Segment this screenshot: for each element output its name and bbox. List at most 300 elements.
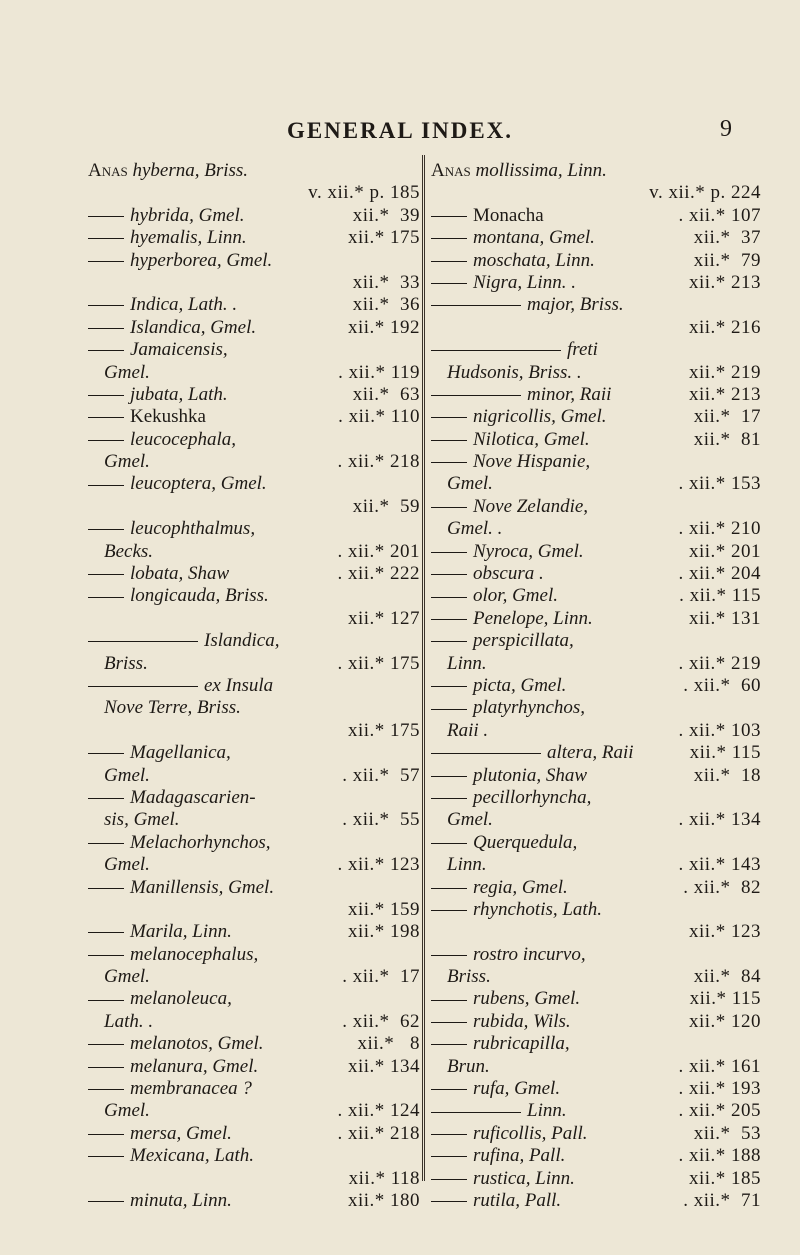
volume-page-reference: . xii.* 188: [678, 1145, 761, 1167]
volume-page-reference: . xii.* 153: [678, 473, 761, 495]
volume-page-reference: xii.* 131: [688, 607, 761, 629]
ditto-dash: [431, 641, 467, 642]
index-entry: [431, 317, 761, 339]
species-name: rutila, Pall.: [473, 1189, 562, 1211]
ditto-dash: [88, 395, 124, 396]
species-name: Madagascarien-: [130, 786, 256, 808]
volume-page-reference: xii.* 115: [689, 742, 761, 764]
species-name: Magellanica,: [130, 742, 231, 764]
ditto-dash: [88, 1044, 124, 1045]
species-name: Islandica,: [204, 630, 280, 652]
species-name: Melachorhynchos,: [130, 831, 271, 853]
index-entry: [88, 899, 420, 921]
species-name: rufa, Gmel.: [473, 1078, 561, 1100]
volume-page-reference: xii.* 127: [347, 607, 420, 629]
ditto-dash: [88, 1067, 124, 1068]
volume-page-reference: . xii.* 71: [683, 1189, 761, 1211]
species-name: regia, Gmel.: [473, 876, 568, 898]
index-entry: [88, 1033, 420, 1055]
ditto-dash: [431, 1022, 467, 1023]
volume-page-reference: . xii.* 204: [678, 563, 761, 585]
volume-page-reference: xii.* 180: [347, 1189, 420, 1211]
index-entry: [431, 1168, 761, 1190]
index-entry: [431, 1100, 761, 1122]
species-name: Nigra, Linn. .: [473, 271, 576, 293]
index-entry: [431, 1145, 761, 1167]
index-entry: [88, 585, 420, 607]
ditto-dash: [88, 753, 124, 754]
index-entry: [431, 765, 761, 787]
index-entry: [431, 854, 761, 876]
ditto-dash: [88, 888, 124, 889]
index-entry: [431, 205, 761, 227]
volume-page-reference: xii.* 175: [347, 227, 420, 249]
index-entry: [431, 362, 761, 384]
index-entry: [88, 429, 420, 451]
index-entry: [88, 653, 420, 675]
ditto-dash: [431, 888, 467, 889]
index-entry: [88, 630, 420, 652]
ditto-dash: [431, 1201, 467, 1202]
volume-page-reference: xii.* 18: [693, 764, 761, 786]
index-entry: [88, 160, 420, 182]
ditto-dash: [88, 574, 124, 575]
species-name: Gmel.: [104, 451, 150, 473]
ditto-dash: [431, 955, 467, 956]
species-name: melanotos, Gmel.: [130, 1033, 264, 1055]
ditto-dash: [88, 485, 124, 486]
ditto-dash: [431, 1134, 467, 1135]
volume-page-reference: . xii.* 82: [683, 876, 761, 898]
volume-page-reference: xii.* 213: [688, 383, 761, 405]
species-name: Mexicana, Lath.: [130, 1145, 255, 1167]
ditto-dash: [88, 216, 124, 217]
index-entry: [431, 563, 761, 585]
volume-page-reference: xii.* 123: [688, 921, 761, 943]
index-entry: [88, 518, 420, 540]
ditto-dash: [431, 798, 467, 799]
ditto-dash: [88, 238, 124, 239]
index-entry: [88, 1078, 420, 1100]
index-entry: [431, 653, 761, 675]
ditto-dash: [431, 686, 467, 687]
index-entry: [88, 563, 420, 585]
index-entry: [88, 742, 420, 764]
volume-page-reference: . xii.* 123: [337, 854, 420, 876]
volume-page-reference: . xii.* 222: [337, 563, 420, 585]
index-entry: [88, 227, 420, 249]
genus-name: Anas: [431, 160, 476, 181]
volume-page-reference: xii.* 175: [347, 719, 420, 741]
species-name: Gmel.: [104, 764, 150, 786]
species-name: sis, Gmel.: [104, 809, 180, 831]
species-name: rufina, Pall.: [473, 1145, 566, 1167]
index-entry: [88, 250, 420, 272]
species-name: minuta, Linn.: [130, 1189, 232, 1211]
index-entry: [88, 944, 420, 966]
species-name: mollissima, Linn.: [475, 160, 607, 181]
volume-page-reference: xii.* 134: [347, 1055, 420, 1077]
species-name: longicauda, Briss.: [130, 585, 269, 607]
ditto-dash: [431, 1156, 467, 1157]
index-entry: [88, 1145, 420, 1167]
species-name: Nyroca, Gmel.: [473, 540, 584, 562]
index-entry: [431, 250, 761, 272]
ditto-dash: [88, 686, 198, 687]
index-entry: [431, 429, 761, 451]
volume-page-reference: . xii.* 219: [678, 652, 761, 674]
species-name: ruficollis, Pall.: [473, 1122, 588, 1144]
volume-page-reference: . xii.* 62: [342, 1010, 420, 1032]
species-name: leucophthalmus,: [130, 518, 256, 540]
index-entry: [431, 1033, 761, 1055]
ditto-dash: [431, 283, 467, 284]
species-name: Raii .: [447, 719, 489, 741]
species-name: Querquedula,: [473, 831, 578, 853]
species-name: hyemalis, Linn.: [130, 227, 247, 249]
ditto-dash: [431, 776, 467, 777]
ditto-dash: [431, 574, 467, 575]
index-entry: [431, 339, 761, 361]
volume-page-reference: . xii.* 55: [342, 809, 420, 831]
species-name: lobata, Shaw: [130, 563, 230, 585]
index-entry: [431, 272, 761, 294]
volume-page-reference: xii.* 159: [347, 898, 420, 920]
species-name: mersa, Gmel.: [130, 1122, 232, 1144]
volume-page-reference: . xii.* 193: [678, 1078, 761, 1100]
ditto-dash: [431, 597, 467, 598]
species-name: Nove Terre, Briss.: [104, 697, 241, 719]
volume-page-reference: . xii.* 134: [678, 809, 761, 831]
index-entry: [88, 1190, 420, 1212]
ditto-dash: [431, 1044, 467, 1045]
index-entry: [88, 384, 420, 406]
volume-page-reference: xii.* 36: [352, 294, 420, 316]
volume-page-reference: v. xii.* p. 224: [649, 182, 761, 204]
ditto-dash: [88, 417, 124, 418]
species-name: Nove Hispanie,: [473, 451, 591, 473]
index-entry: [88, 854, 420, 876]
volume-page-reference: . xii.* 201: [337, 540, 420, 562]
species-name: obscura .: [473, 563, 544, 585]
ditto-dash: [88, 1134, 124, 1135]
index-entry: [88, 1056, 420, 1078]
volume-page-reference: xii.* 185: [688, 1167, 761, 1189]
ditto-dash: [431, 395, 521, 396]
index-entry: [431, 675, 761, 697]
volume-page-reference: . xii.* 218: [337, 451, 420, 473]
species-name: plutonia, Shaw: [473, 764, 588, 786]
species-name: Hudsonis, Briss. .: [447, 361, 582, 383]
column-divider: [422, 155, 426, 1181]
species-name: Marila, Linn.: [130, 921, 232, 943]
volume-page-reference: . xii.* 57: [342, 764, 420, 786]
index-entry: [88, 697, 420, 719]
ditto-dash: [88, 1156, 124, 1157]
ditto-dash: [431, 261, 467, 262]
volume-page-reference: . xii.* 107: [678, 204, 761, 226]
species-name: Gmel.: [447, 809, 493, 831]
index-entry: [431, 1056, 761, 1078]
ditto-dash: [431, 910, 467, 911]
volume-page-reference: . xii.* 143: [678, 854, 761, 876]
species-name: rostro incurvo,: [473, 943, 586, 965]
index-entry: [431, 988, 761, 1010]
species-name: hybrida, Gmel.: [130, 204, 245, 226]
species-name: leucocephala,: [130, 428, 237, 450]
index-entry: [431, 697, 761, 719]
species-name: jubata, Lath.: [130, 383, 228, 405]
index-entry: [431, 608, 761, 630]
volume-page-reference: xii.* 198: [347, 921, 420, 943]
volume-page-reference: . xii.* 175: [337, 652, 420, 674]
index-entry: [88, 541, 420, 563]
index-entry: [431, 585, 761, 607]
ditto-dash: [431, 350, 561, 351]
index-entry: [88, 182, 420, 204]
species-name: Gmel.: [104, 966, 150, 988]
ditto-dash: [431, 507, 467, 508]
ditto-dash: [88, 1089, 124, 1090]
index-entry: [431, 809, 761, 831]
species-name: membranacea ?: [130, 1078, 252, 1100]
index-entry: [431, 541, 761, 563]
species-name: moschata, Linn.: [473, 249, 595, 271]
species-name: leucoptera, Gmel.: [130, 473, 267, 495]
ditto-dash: [431, 305, 521, 306]
ditto-dash: [88, 597, 124, 598]
species-name: Gmel.: [447, 473, 493, 495]
ditto-dash: [88, 1201, 124, 1202]
volume-page-reference: xii.* 213: [688, 271, 761, 293]
ditto-dash: [88, 798, 124, 799]
species-name: Islandica, Gmel.: [130, 316, 257, 338]
index-entry: [431, 182, 761, 204]
species-name: minor, Raii: [527, 383, 612, 405]
volume-page-reference: . xii.* 205: [678, 1100, 761, 1122]
index-entry: [431, 742, 761, 764]
index-column-right: [431, 160, 761, 1212]
species-name: hyberna, Briss.: [132, 160, 249, 181]
species-name: Gmel.: [104, 1100, 150, 1122]
species-name: Nove Zelandie,: [473, 495, 589, 517]
index-entry: [431, 496, 761, 518]
index-entry: [88, 1123, 420, 1145]
index-entry: [431, 720, 761, 742]
index-entry: [88, 205, 420, 227]
volume-page-reference: xii.* 120: [688, 1010, 761, 1032]
volume-page-reference: . xii.* 210: [678, 518, 761, 540]
volume-page-reference: v. xii.* p. 185: [308, 182, 420, 204]
index-entry: [88, 877, 420, 899]
index-entry: [88, 832, 420, 854]
ditto-dash: [88, 328, 124, 329]
species-name: Linn.: [527, 1100, 567, 1122]
index-entry: [88, 809, 420, 831]
species-name: melanura, Gmel.: [130, 1055, 259, 1077]
volume-page-reference: . xii.* 17: [342, 966, 420, 988]
ditto-dash: [88, 843, 124, 844]
index-entry: [88, 787, 420, 809]
index-entry: [88, 339, 420, 361]
page-header: [0, 118, 800, 148]
species-name: Nilotica, Gmel.: [473, 428, 590, 450]
ditto-dash: [88, 932, 124, 933]
index-entry: [431, 1123, 761, 1145]
volume-page-reference: xii.* 8: [357, 1033, 420, 1055]
volume-page-reference: xii.* 81: [693, 428, 761, 450]
index-entry: [431, 832, 761, 854]
volume-page-reference: xii.* 63: [352, 383, 420, 405]
index-entry: [88, 406, 420, 428]
species-name: Kekushka: [130, 406, 206, 428]
volume-page-reference: . xii.* 161: [678, 1055, 761, 1077]
species-name: hyperborea, Gmel.: [130, 249, 273, 271]
ditto-dash: [431, 216, 467, 217]
index-entry: [88, 765, 420, 787]
species-name: nigricollis, Gmel.: [473, 406, 607, 428]
ditto-dash: [431, 843, 467, 844]
index-entry: [431, 921, 761, 943]
species-name: ex Insula: [204, 674, 274, 696]
species-name: Briss.: [447, 966, 491, 988]
species-name: olor, Gmel.: [473, 585, 558, 607]
ditto-dash: [88, 641, 198, 642]
ditto-dash: [431, 417, 467, 418]
species-name: Indica, Lath. .: [130, 294, 238, 316]
species-name: Lath. .: [104, 1010, 154, 1032]
volume-page-reference: xii.* 53: [693, 1122, 761, 1144]
species-name: freti: [567, 339, 598, 361]
index-entry: [88, 1011, 420, 1033]
species-name: Linn.: [447, 652, 487, 674]
index-entry: [88, 473, 420, 495]
ditto-dash: [88, 529, 124, 530]
volume-page-reference: . xii.* 119: [338, 361, 420, 383]
species-name: rubens, Gmel.: [473, 988, 581, 1010]
index-entry: [88, 988, 420, 1010]
index-entry: [431, 899, 761, 921]
index-entry: [88, 720, 420, 742]
index-entry: [88, 1100, 420, 1122]
volume-page-reference: . xii.* 60: [683, 674, 761, 696]
volume-page-reference: xii.* 201: [688, 540, 761, 562]
index-entry: [431, 518, 761, 540]
ditto-dash: [431, 1112, 521, 1113]
index-entry: [88, 675, 420, 697]
volume-page-reference: xii.* 59: [352, 495, 420, 517]
volume-page-reference: . xii.* 115: [679, 585, 761, 607]
volume-page-reference: xii.* 37: [693, 227, 761, 249]
species-name: Briss.: [104, 652, 148, 674]
ditto-dash: [88, 305, 124, 306]
volume-page-reference: xii.* 84: [693, 966, 761, 988]
species-name: Gmel. .: [447, 518, 503, 540]
species-name: Gmel.: [104, 854, 150, 876]
volume-page-reference: xii.* 115: [689, 988, 761, 1010]
volume-page-reference: xii.* 33: [352, 271, 420, 293]
species-name: Linn.: [447, 854, 487, 876]
index-entry: [431, 966, 761, 988]
volume-page-reference: xii.* 192: [347, 316, 420, 338]
volume-page-reference: . xii.* 110: [338, 406, 420, 428]
index-entry: [88, 451, 420, 473]
volume-page-reference: xii.* 39: [352, 204, 420, 226]
index-entry: [88, 317, 420, 339]
species-name: major, Briss.: [527, 294, 624, 316]
ditto-dash: [431, 1089, 467, 1090]
species-name: Gmel.: [104, 361, 150, 383]
index-entry: [431, 451, 761, 473]
species-name: Monacha: [473, 204, 544, 226]
species-name: rubricapilla,: [473, 1033, 570, 1055]
index-entry: [88, 294, 420, 316]
ditto-dash: [431, 1000, 467, 1001]
index-entry: [431, 630, 761, 652]
index-entry: [431, 406, 761, 428]
species-name: rubida, Wils.: [473, 1010, 571, 1032]
index-entry: [431, 384, 761, 406]
species-name: pecillorhyncha,: [473, 786, 592, 808]
volume-page-reference: . xii.* 218: [337, 1122, 420, 1144]
ditto-dash: [431, 238, 467, 239]
ditto-dash: [431, 753, 541, 754]
volume-page-reference: xii.* 118: [348, 1167, 420, 1189]
index-entry: [88, 921, 420, 943]
volume-page-reference: . xii.* 124: [337, 1100, 420, 1122]
ditto-dash: [88, 261, 124, 262]
index-entry: [431, 944, 761, 966]
species-name: Penelope, Linn.: [473, 607, 593, 629]
ditto-dash: [431, 462, 467, 463]
index-entry: [88, 362, 420, 384]
ditto-dash: [431, 1179, 467, 1180]
volume-page-reference: xii.* 216: [688, 316, 761, 338]
index-entry: [88, 966, 420, 988]
index-entry: [431, 227, 761, 249]
index-entry: [431, 473, 761, 495]
species-name: melanocephalus,: [130, 943, 259, 965]
species-name: rhynchotis, Lath.: [473, 898, 602, 920]
index-entry: [88, 608, 420, 630]
species-name: rustica, Linn.: [473, 1167, 575, 1189]
species-name: Brun.: [447, 1055, 490, 1077]
species-name: Manillensis, Gmel.: [130, 876, 275, 898]
index-entry: [431, 1011, 761, 1033]
index-entry: [88, 272, 420, 294]
volume-page-reference: xii.* 219: [688, 361, 761, 383]
ditto-dash: [431, 709, 467, 710]
index-entry: [431, 160, 761, 182]
genus-name: Anas: [88, 160, 133, 181]
volume-page-reference: . xii.* 103: [678, 719, 761, 741]
index-entry: [88, 1168, 420, 1190]
volume-page-reference: xii.* 17: [693, 406, 761, 428]
index-entry: [431, 1190, 761, 1212]
page-number: 9: [720, 116, 732, 142]
species-name: montana, Gmel.: [473, 227, 595, 249]
volume-page-reference: xii.* 79: [693, 249, 761, 271]
species-name: melanoleuca,: [130, 988, 232, 1010]
index-entry: [431, 877, 761, 899]
index-entry: [431, 787, 761, 809]
index-column-left: [88, 160, 420, 1212]
ditto-dash: [88, 350, 124, 351]
species-name: Jamaicensis,: [130, 339, 228, 361]
ditto-dash: [431, 552, 467, 553]
index-entry: [431, 294, 761, 316]
ditto-dash: [431, 440, 467, 441]
